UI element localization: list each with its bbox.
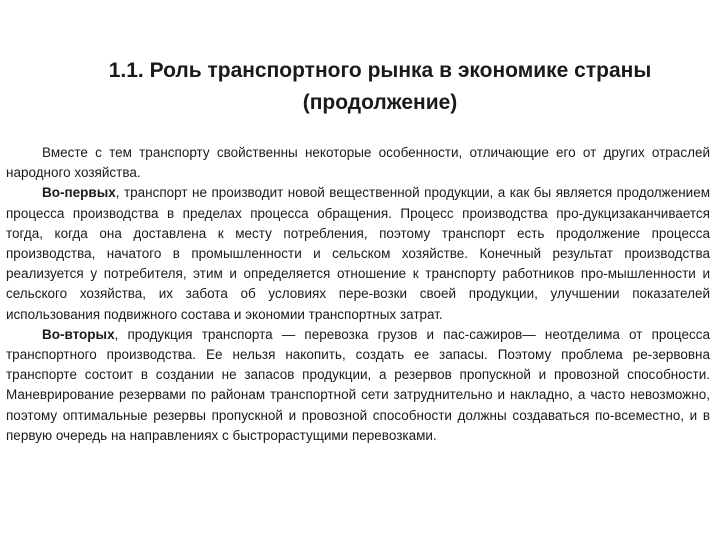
paragraph-3 (6, 325, 710, 446)
title-line-2: (продолжение) (302, 91, 458, 114)
paragraph-1-text: Вместе с тем транспорту свойственны некоторые особенности, отличающие его от других отраслей народного хозяйства. (6, 145, 710, 181)
paragraph-2-text: , транспорт не производит новой вещественной продукции, а как бы является продолжением процесса производства в пределах процесса обращения. Процесс производства про-дукцизаканчивается тогда, когда она доставлена к месту потребления, поэтому транспорт есть продолжение процесса производства, начатого в промышленности и сельском хозяйстве. Конечный результат производства реализуется у потребителя, этим и определяется отношение к транспорту работников про-мышленности и сельского хозяйства, их забота об условиях пере-возки своей продукции, улучшении показателей использования подвижного состава и экономии транспортных затрат. (6, 185, 710, 322)
title-line-1: 1.1. Роль транспортного рынка в экономике страны (108, 59, 652, 82)
paragraph-2-lead: Во-первых (42, 185, 116, 201)
paragraph-2 (6, 183, 710, 324)
paragraph-1 (6, 143, 710, 183)
paragraph-3-lead: Во-вторых (42, 326, 115, 342)
body-text (6, 143, 710, 446)
slide-title (40, 55, 720, 119)
paragraph-3-text: , продукция транспорта — перевозка грузов и пас-сажиров— неотделима от процесса транспортного производства. Ее нельзя накопить, создать ее запасы. Поэтому проблема ре-зервовна транспорте состоит в создании не запасов продукции, а резервов пропускной и провозной способности. Маневрирование резервами по районам транспортной сети затруднительно и накладно, а часто невозможно, поэтому оптимальные резервы пропускной и провозной способности должны создаваться по-всеместно, и в первую очередь на направлениях с быстрорастущими перевозками. (6, 326, 710, 443)
